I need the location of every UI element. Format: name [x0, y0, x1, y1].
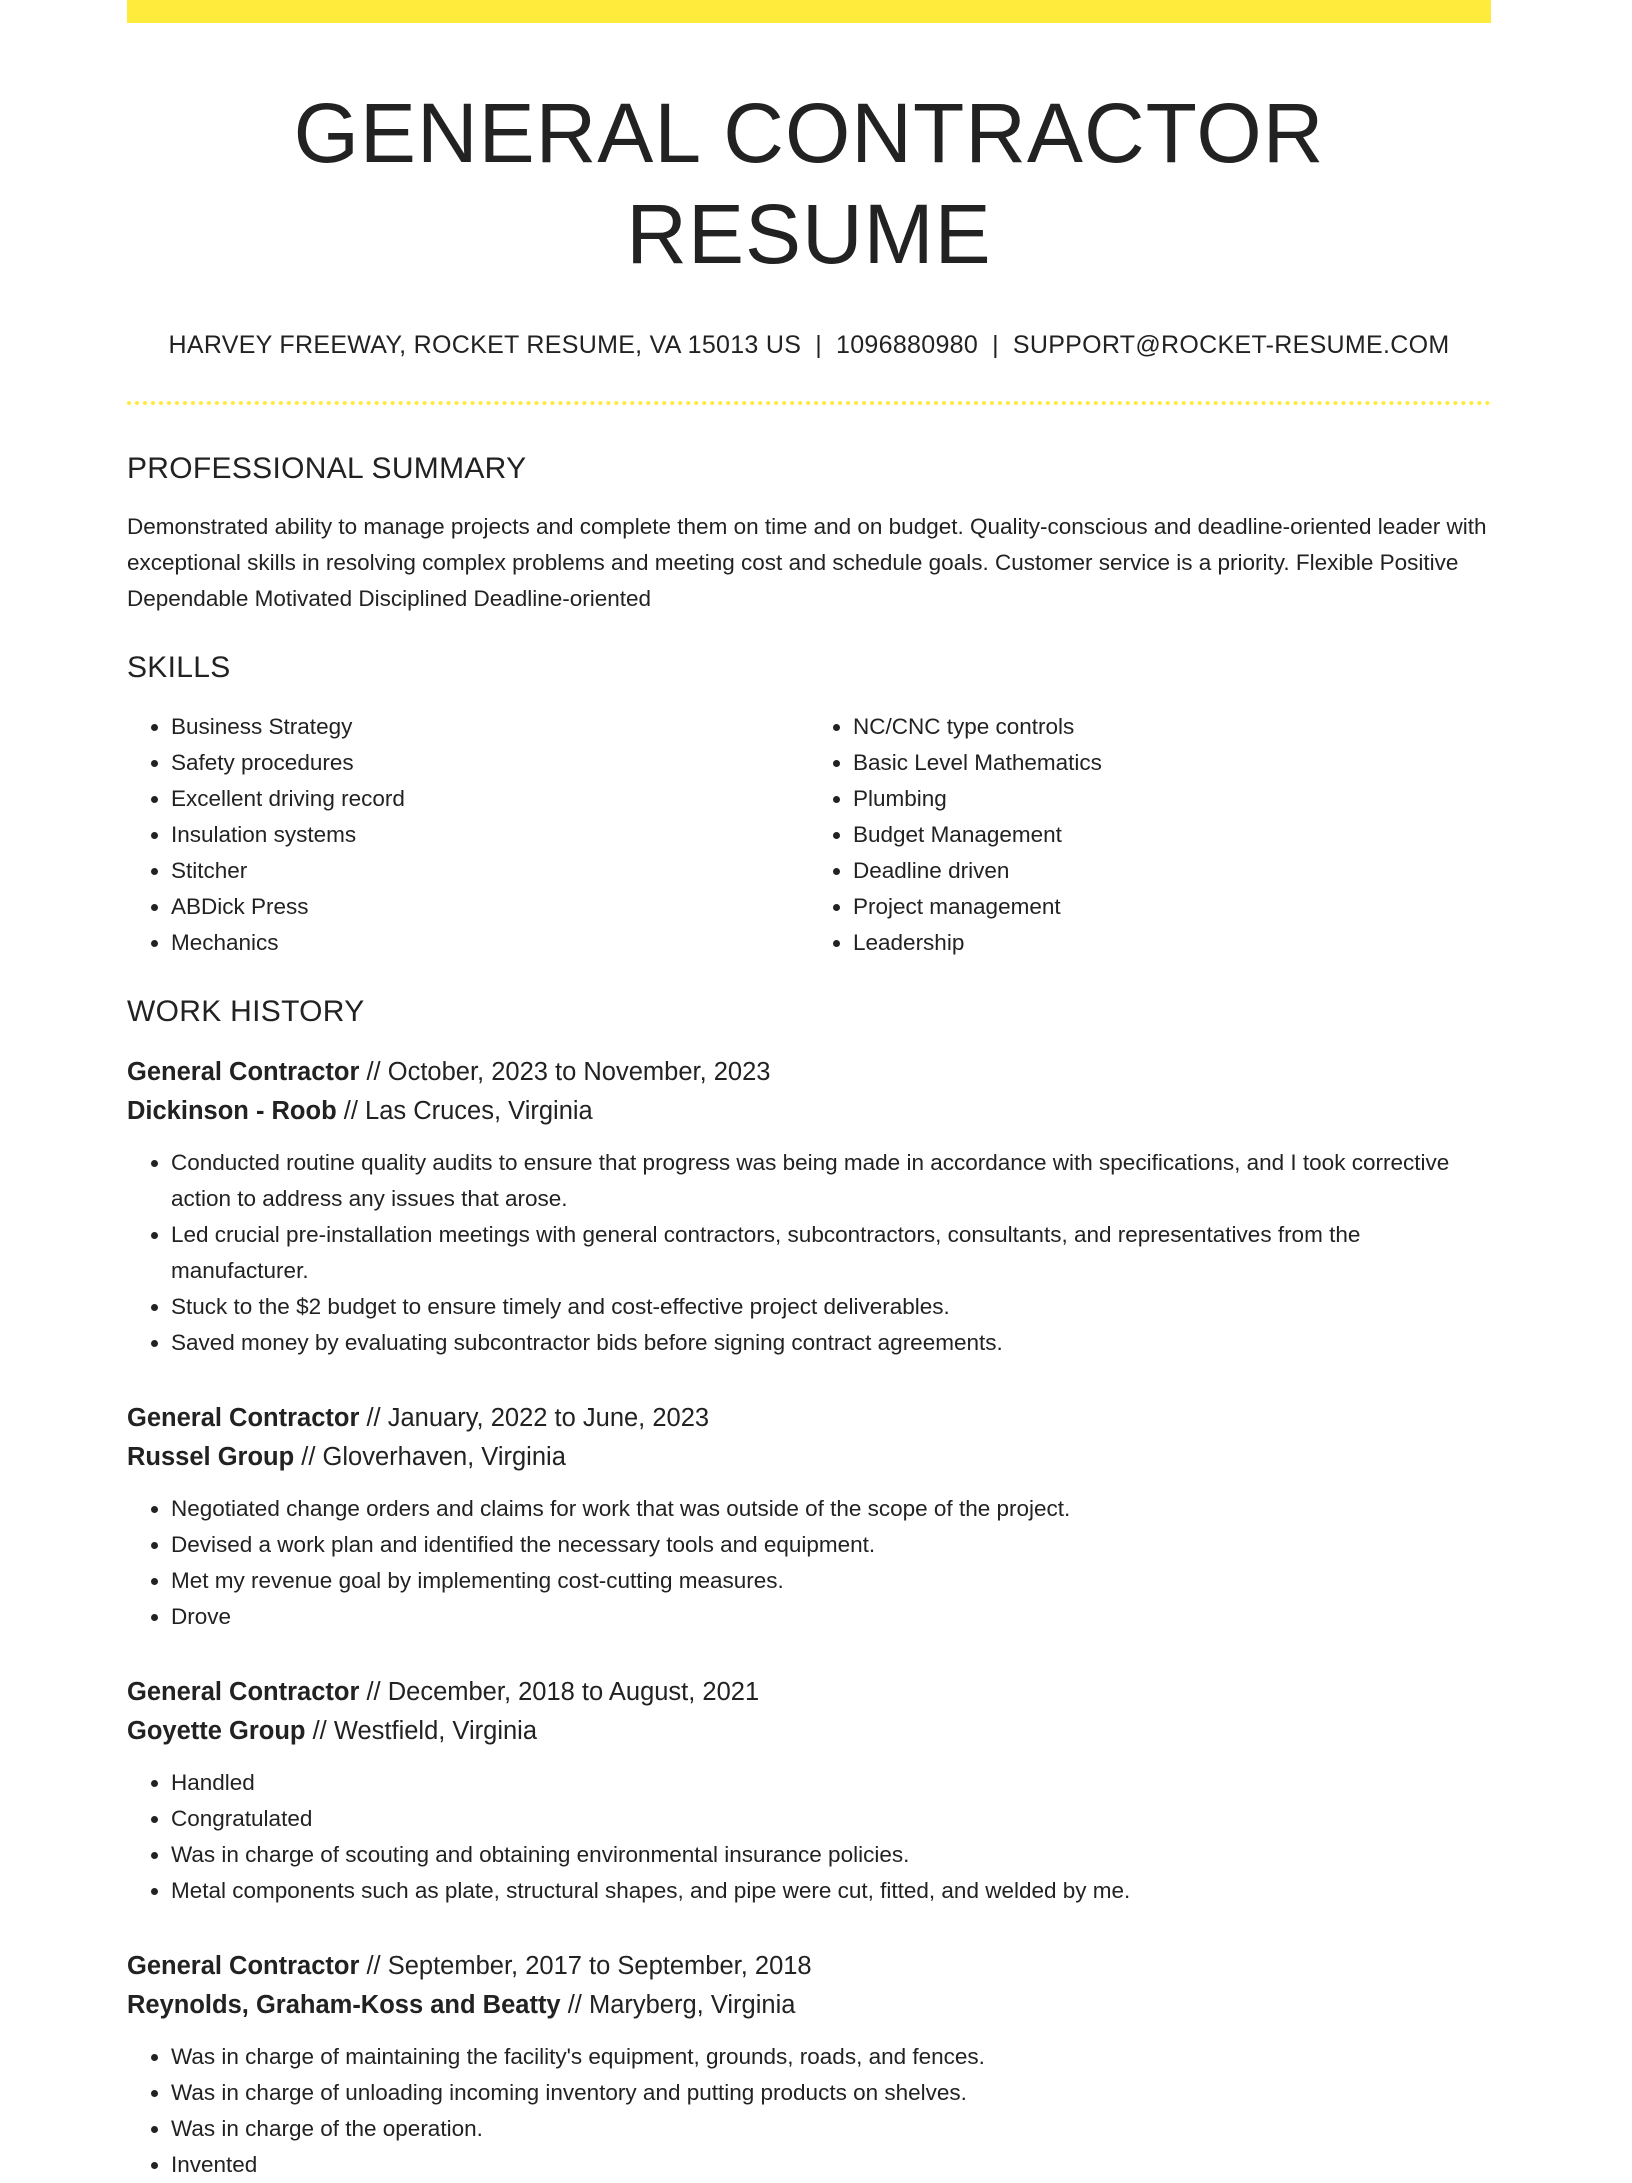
job-bullet: • Met my revenue goal by implementing cost-cutting measures. — [171, 1563, 1491, 1599]
contact-separator: | — [815, 330, 823, 359]
job-company: Russel Group — [127, 1442, 295, 1471]
contact-email: SUPPORT@ROCKET-RESUME.COM — [1012, 330, 1450, 359]
job-title: General Contractor — [127, 1057, 360, 1086]
contact-separator: | — [992, 330, 999, 359]
job-bullet: • Metal components such as plate, structural shapes, and pipe were cut, fitted, and welded by me. — [171, 1873, 1491, 1909]
job-company-line — [127, 1986, 1491, 2025]
job-title: General Contractor — [127, 1677, 360, 1706]
job-title-line — [127, 1053, 1491, 1092]
job-bullet-list — [127, 2039, 1491, 2183]
job-title-line — [127, 1673, 1491, 1712]
job-company: Dickinson - Roob — [127, 1096, 337, 1125]
job-bullet: • Stuck to the $2 budget to ensure timely and cost-effective project deliverables. — [171, 1289, 1491, 1325]
job-bullet-list — [127, 1491, 1491, 1635]
skill-item: • Basic Level Mathematics — [853, 745, 1491, 781]
job-entry — [127, 1947, 1491, 2183]
dotted-divider — [127, 401, 1491, 405]
contact-phone: 1096880980 — [836, 330, 979, 359]
job-bullet: • Devised a work plan and identified the necessary tools and equipment. — [171, 1527, 1491, 1563]
job-company-line — [127, 1712, 1491, 1751]
job-bullet: • Invented — [171, 2147, 1491, 2183]
skills-grid — [127, 709, 1491, 961]
skill-item: • NC/CNC type controls — [853, 709, 1491, 745]
job-entry — [127, 1399, 1491, 1635]
skill-item: • Deadline driven — [853, 853, 1491, 889]
skill-item: • Excellent driving record — [171, 781, 809, 817]
job-bullet: • Drove — [171, 1599, 1491, 1635]
job-bullet: • Saved money by evaluating subcontractor bids before signing contract agreements. — [171, 1325, 1491, 1361]
job-bullet: • Congratulated — [171, 1801, 1491, 1837]
skill-item: • Leadership — [853, 925, 1491, 961]
job-bullet: • Negotiated change orders and claims for work that was outside of the scope of the project. — [171, 1491, 1491, 1527]
skill-item: • Budget Management — [853, 817, 1491, 853]
skill-item: • ABDick Press — [171, 889, 809, 925]
job-company-line — [127, 1438, 1491, 1477]
job-bullet: • Conducted routine quality audits to ensure that progress was being made in accordance with specifications, and I took corrective action to address any issues that arose. — [171, 1145, 1491, 1217]
job-entry — [127, 1673, 1491, 1909]
job-bullet-list — [127, 1145, 1491, 1361]
resume-page — [127, 0, 1491, 2183]
resume-title: GENERAL CONTRACTOR RESUME — [293, 86, 1325, 281]
job-bullet: • Led crucial pre-installation meetings with general contractors, subcontractors, consultants, and representatives from the manufacturer. — [171, 1217, 1491, 1289]
skill-item: • Insulation systems — [171, 817, 809, 853]
job-location: // Las Cruces, Virginia — [336, 1096, 593, 1125]
contact-address: HARVEY FREEWAY, ROCKET RESUME, VA 15013 US — [168, 330, 802, 359]
skill-item: • Safety procedures — [171, 745, 809, 781]
skill-item: • Plumbing — [853, 781, 1491, 817]
job-dates: // September, 2017 to September, 2018 — [359, 1951, 812, 1980]
job-bullet: • Was in charge of scouting and obtaining environmental insurance policies. — [171, 1837, 1491, 1873]
job-title-line — [127, 1947, 1491, 1986]
job-dates: // December, 2018 to August, 2021 — [359, 1677, 760, 1706]
job-title: General Contractor — [127, 1403, 360, 1432]
accent-top-bar — [127, 0, 1491, 23]
job-company: Goyette Group — [127, 1716, 306, 1745]
job-title-line — [127, 1399, 1491, 1438]
job-bullet: • Was in charge of unloading incoming inventory and putting products on shelves. — [171, 2075, 1491, 2111]
skill-item: • Project management — [853, 889, 1491, 925]
skill-item: • Business Strategy — [171, 709, 809, 745]
work-history-heading: WORK HISTORY — [127, 994, 365, 1028]
summary-text: Demonstrated ability to manage projects and complete them on time and on budget. Quality-conscious and deadline-oriented leader with exceptional skills in resolving complex problems and meeting cost and schedule goals. Customer service is a priority. Flexible Positive Dependable Motivated Disciplined Deadline-oriented — [127, 513, 1487, 611]
job-bullet: • Was in charge of the operation. — [171, 2111, 1491, 2147]
skill-item: • Mechanics — [171, 925, 809, 961]
skills-heading: SKILLS — [127, 650, 231, 684]
contact-line — [127, 330, 1491, 360]
job-location: // Westfield, Virginia — [305, 1716, 538, 1745]
job-dates: // January, 2022 to June, 2023 — [359, 1403, 710, 1432]
job-location: // Gloverhaven, Virginia — [294, 1442, 566, 1471]
summary-heading: PROFESSIONAL SUMMARY — [127, 451, 527, 485]
job-bullet: • Was in charge of maintaining the facility's equipment, grounds, roads, and fences. — [171, 2039, 1491, 2075]
job-company: Reynolds, Graham-Koss and Beatty — [127, 1990, 561, 2019]
job-location: // Maryberg, Virginia — [560, 1990, 796, 2019]
job-dates: // October, 2023 to November, 2023 — [359, 1057, 771, 1086]
skills-list-left — [127, 709, 809, 961]
job-bullet: • Handled — [171, 1765, 1491, 1801]
skills-list-right — [809, 709, 1491, 961]
skill-item: • Stitcher — [171, 853, 809, 889]
job-bullet-list — [127, 1765, 1491, 1909]
job-title: General Contractor — [127, 1951, 360, 1980]
job-company-line — [127, 1092, 1491, 1131]
job-entry — [127, 1053, 1491, 1361]
